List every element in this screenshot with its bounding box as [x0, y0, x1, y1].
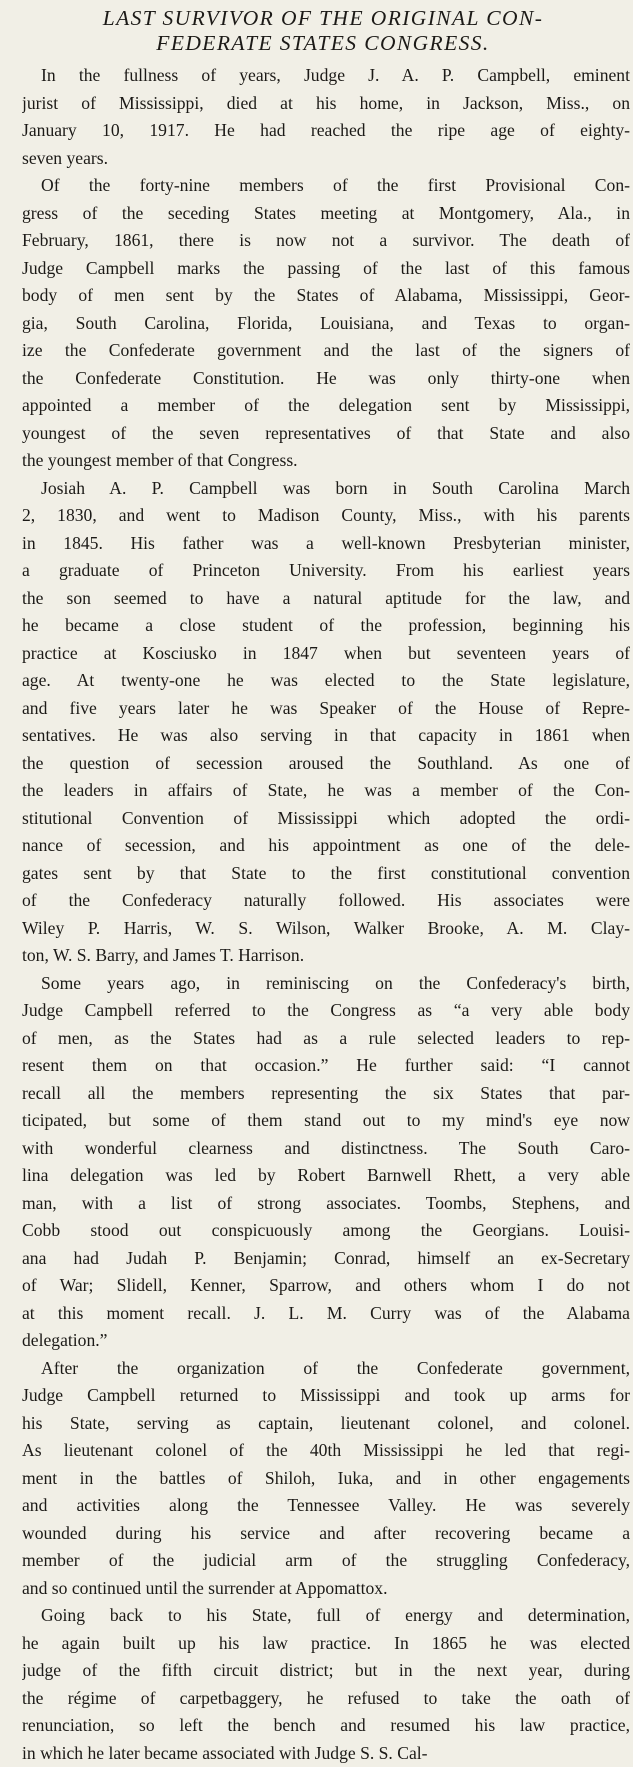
text-line: Cobb stood out conspicuously among the Georgians. Louisi- [22, 1217, 630, 1245]
text-line: sentatives. He was also serving in that capacity in 1861 when [22, 722, 630, 750]
article-title [22, 6, 630, 56]
text-line: nance of secession, and his appointment as one of the dele- [22, 832, 630, 860]
title-line-1: LAST SURVIVOR OF THE ORIGINAL CON- [22, 6, 624, 31]
text-line: the régime of carpetbaggery, he refused to take the oath of [22, 1685, 630, 1713]
paragraph [22, 62, 630, 172]
text-line: After the organization of the Confederate government, [22, 1355, 630, 1383]
paragraph [22, 475, 630, 970]
text-line: lina delegation was led by Robert Barnwell Rhett, a very able [22, 1162, 630, 1190]
paragraph [22, 970, 630, 1355]
text-line: practice at Kosciusko in 1847 when but seventeen years of [22, 640, 630, 668]
text-line: man, with a list of strong associates. Toombs, Stephens, and [22, 1190, 630, 1218]
text-line: As lieutenant colonel of the 40th Mississippi he led that regi- [22, 1437, 630, 1465]
text-line: of the Confederacy naturally followed. His associates were [22, 887, 630, 915]
text-line: Of the forty-nine members of the first Provisional Con- [22, 172, 630, 200]
text-line: and activities along the Tennessee Valley. He was severely [22, 1492, 630, 1520]
text-line: gia, South Carolina, Florida, Louisiana, and Texas to organ- [22, 310, 630, 338]
text-line: In the fullness of years, Judge J. A. P. Campbell, eminent [22, 62, 630, 90]
text-line: renunciation, so left the bench and resumed his law practice, [22, 1712, 630, 1740]
text-line: February, 1861, there is now not a survivor. The death of [22, 227, 630, 255]
text-line: Judge Campbell returned to Mississippi and took up arms for [22, 1382, 630, 1410]
text-line: appointed a member of the delegation sent by Mississippi, [22, 392, 630, 420]
text-line: stitutional Convention of Mississippi which adopted the ordi- [22, 805, 630, 833]
title-line-2: FEDERATE STATES CONGRESS. [22, 31, 624, 56]
text-line: youngest of the seven representatives of that State and also [22, 420, 630, 448]
text-line: wounded during his service and after recovering became a [22, 1520, 630, 1548]
text-line: Wiley P. Harris, W. S. Wilson, Walker Brooke, A. M. Clay- [22, 915, 630, 943]
text-line: Judge Campbell referred to the Congress as “a very able body [22, 997, 630, 1025]
text-line: gates sent by that State to the first constitutional convention [22, 860, 630, 888]
text-line: age. At twenty-one he was elected to the State legislature, [22, 667, 630, 695]
paragraph [22, 172, 630, 475]
text-line: Some years ago, in reminiscing on the Confederacy's birth, [22, 970, 630, 998]
text-line: of men, as the States had as a rule selected leaders to rep- [22, 1025, 630, 1053]
text-line: member of the judicial arm of the struggling Confederacy, [22, 1547, 630, 1575]
text-line: ticipated, but some of them stand out to my mind's eye now [22, 1107, 630, 1135]
text-line: Judge Campbell marks the passing of the last of this famous [22, 255, 630, 283]
text-line: Josiah A. P. Campbell was born in South Carolina March [22, 475, 630, 503]
text-line: recall all the members representing the six States that par- [22, 1080, 630, 1108]
article-body [22, 62, 630, 1767]
text-line: Going back to his State, full of energy and determination, [22, 1602, 630, 1630]
text-line: with wonderful clearness and distinctness. The South Caro- [22, 1135, 630, 1163]
text-line: the youngest member of that Congress. [22, 447, 630, 475]
text-line: his State, serving as captain, lieutenant colonel, and colonel. [22, 1410, 630, 1438]
text-line: the leaders in affairs of State, he was a member of the Con- [22, 777, 630, 805]
text-line: and so continued until the surrender at Appomattox. [22, 1575, 630, 1603]
text-line: ment in the battles of Shiloh, Iuka, and in other engagements [22, 1465, 630, 1493]
text-line: of War; Slidell, Kenner, Sparrow, and others whom I do not [22, 1272, 630, 1300]
text-line: 2, 1830, and went to Madison County, Miss., with his parents [22, 502, 630, 530]
text-line: in 1845. His father was a well-known Presbyterian minister, [22, 530, 630, 558]
text-line: ton, W. S. Barry, and James T. Harrison. [22, 942, 630, 970]
text-line: he became a close student of the profession, beginning his [22, 612, 630, 640]
text-line: the question of secession aroused the Southland. As one of [22, 750, 630, 778]
text-line: at this moment recall. J. L. M. Curry was of the Alabama [22, 1300, 630, 1328]
text-line: the Confederate Constitution. He was only thirty-one when [22, 365, 630, 393]
text-line: delegation.” [22, 1327, 630, 1355]
text-line: gress of the seceding States meeting at Montgomery, Ala., in [22, 200, 630, 228]
text-line: jurist of Mississippi, died at his home, in Jackson, Miss., on [22, 90, 630, 118]
text-line: seven years. [22, 145, 630, 173]
text-line: and five years later he was Speaker of the House of Repre- [22, 695, 630, 723]
text-line: the son seemed to have a natural aptitude for the law, and [22, 585, 630, 613]
text-line: judge of the fifth circuit district; but in the next year, during [22, 1657, 630, 1685]
text-line: January 10, 1917. He had reached the ripe age of eighty- [22, 117, 630, 145]
text-line: a graduate of Princeton University. From his earliest years [22, 557, 630, 585]
paragraph [22, 1355, 630, 1603]
text-line: in which he later became associated with Judge S. S. Cal- [22, 1740, 630, 1767]
text-line: ize the Confederate government and the last of the signers of [22, 337, 630, 365]
text-line: ana had Judah P. Benjamin; Conrad, himself an ex-Secretary [22, 1245, 630, 1273]
text-line: resent them on that occasion.” He further said: “I cannot [22, 1052, 630, 1080]
text-line: body of men sent by the States of Alabama, Mississippi, Geor- [22, 282, 630, 310]
text-line: he again built up his law practice. In 1865 he was elected [22, 1630, 630, 1658]
paragraph [22, 1602, 630, 1767]
